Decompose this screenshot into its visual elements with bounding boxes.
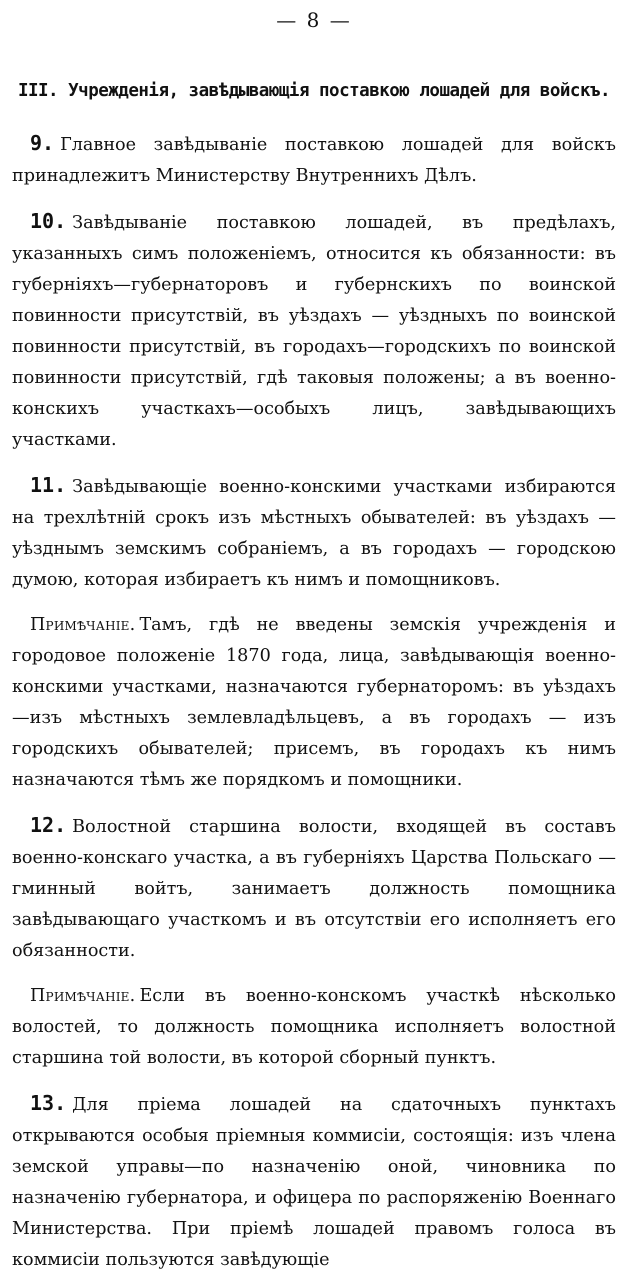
article-number: 13. <box>30 1091 67 1115</box>
article-12 <box>12 810 616 967</box>
note-text: Тамъ, гдѣ не введены земскія учрежденія и городовое положеніе 1870 года, лица, завѣдывающія военно-конскими участками, назначаются губернаторомъ: въ уѣздахъ—изъ мѣстныхъ землевладѣльцевъ, а въ городахъ — изъ городскихъ обывателей; присемъ, въ городахъ къ нимъ назначаются тѣмъ же порядкомъ и помощники. <box>12 615 616 790</box>
article-text: Завѣдывающіе военно-конскими участками избираются на трехлѣтній срокъ изъ мѣстныхъ обывателей: въ уѣздахъ — уѣзднымъ земскимъ собраніемъ, а въ городахъ — городскою думою, которая избираетъ къ нимъ и помощниковъ. <box>12 477 616 590</box>
note-text: Если въ военно-конскомъ участкѣ нѣсколько волостей, то должность помощника исполняетъ волостной старшина той волости, въ которой сборный пунктъ. <box>12 986 616 1068</box>
article-number: 11. <box>30 473 67 497</box>
article-13 <box>12 1088 616 1276</box>
article-text: Главное завѣдываніе поставкою лошадей для войскъ принадлежитъ Министерству Внутреннихъ Дѣлъ. <box>12 135 616 186</box>
article-number: 10. <box>30 209 67 233</box>
note-label: Примѣчаніе. <box>30 615 136 635</box>
article-11 <box>12 470 616 596</box>
article-text: Волостной старшина волости, входящей въ составъ военно-конскаго участка, а въ губерніяхъ Царства Польскаго — гминный войтъ, занимаетъ должность помощника завѣдывающаго участкомъ и въ отсутствіи его исполняетъ его обязанности. <box>12 817 616 961</box>
article-text: Завѣдываніе поставкою лошадей, въ предѣлахъ, указанныхъ симъ положеніемъ, относится къ обязанности: въ губерніяхъ—губернаторовъ и губернскихъ по воинской повинности присутствій, въ уѣздахъ — уѣздныхъ по воинской повинности присутствій, въ городахъ—городскихъ по воинской повинности присутствій, гдѣ таковыя положены; а въ военно-конскихъ участкахъ—особыхъ лицъ, завѣдывающихъ участками. <box>12 213 616 450</box>
article-number: 12. <box>30 813 67 837</box>
section-heading: III. Учрежденія, завѣдывающія поставкою лошадей для войскъ. <box>17 81 611 101</box>
article-10 <box>12 206 616 456</box>
note-label: Примѣчаніе. <box>30 986 136 1006</box>
page-number: — 8 — <box>276 8 352 32</box>
article-number: 9. <box>30 131 55 155</box>
article-text: Для пріема лошадей на сдаточныхъ пунктахъ открываются особыя пріемныя коммисіи, состоящія: изъ члена земской управы—по назначенію оной, чиновника по назначенію губернатора, и офицера по распоряженію Военнаго Министерства. При пріемѣ лошадей правомъ голоса въ коммисіи пользуются завѣдующіе <box>12 1095 616 1270</box>
note-after-article-11 <box>12 610 616 796</box>
article-9 <box>12 128 616 192</box>
